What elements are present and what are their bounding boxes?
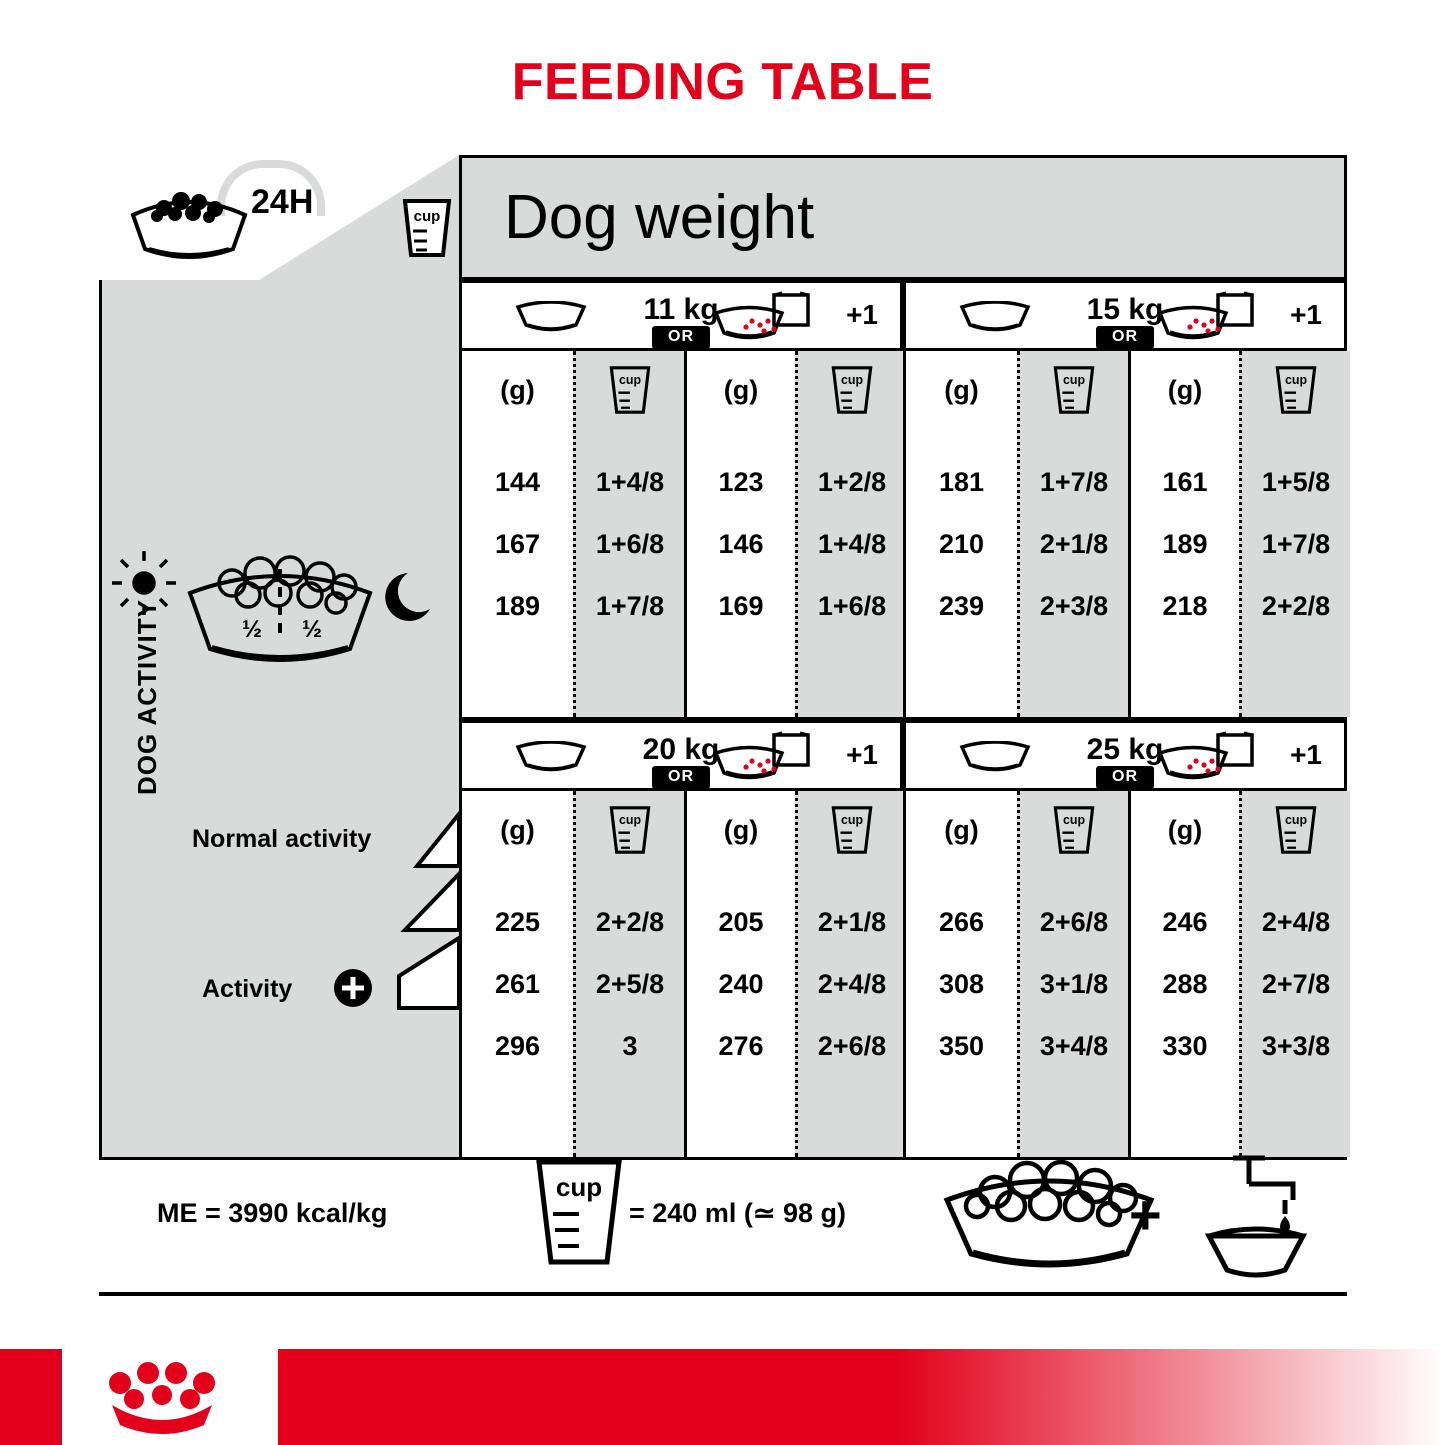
cell-value: 210 <box>938 528 985 559</box>
cell-value: 146 <box>718 528 764 559</box>
food-bowl-icon <box>119 175 259 265</box>
cell-value: 1+5/8 <box>1261 466 1331 497</box>
royal-canin-crown-logo <box>98 1357 238 1437</box>
column-cup <box>1239 791 1350 1157</box>
duration-block <box>99 155 459 280</box>
cell-value: 189 <box>494 590 541 621</box>
bowl-plus-pack-icon <box>712 731 822 785</box>
cell-value: 3+4/8 <box>1039 1030 1109 1061</box>
cell-value: 2+4/8 <box>817 968 887 999</box>
column-cup <box>573 791 684 1157</box>
column-header-cup-icon <box>1242 351 1350 429</box>
cell-value: 308 <box>938 968 985 999</box>
column-grams <box>1128 791 1239 1157</box>
column-grams <box>684 351 795 717</box>
dog-weight-header <box>459 155 1347 280</box>
cell-value: 2+1/8 <box>1039 528 1109 559</box>
cell-value: 2+6/8 <box>1039 906 1109 937</box>
cell-value: 2+6/8 <box>817 1030 887 1061</box>
weight-block-20kg <box>459 720 903 1160</box>
column-cup <box>1017 351 1128 717</box>
cell-value: 2+4/8 <box>1261 906 1331 937</box>
activity-plus-label: Activity <box>202 975 293 1003</box>
value-columns <box>462 351 900 717</box>
feeding-table <box>99 155 1347 1290</box>
value-columns <box>906 791 1344 1157</box>
cell-value: 1+2/8 <box>817 466 887 497</box>
small-bowl-icon <box>958 741 1032 775</box>
cup-equivalence-label: = 240 ml (≃ 98 g) <box>629 1198 846 1228</box>
cell-value: 169 <box>718 590 764 621</box>
weight-header <box>462 723 900 791</box>
cell-value: 1+7/8 <box>1261 528 1331 559</box>
hours-label: 24H <box>251 183 314 221</box>
cell-value: 1+6/8 <box>595 528 665 559</box>
cell-value: 1+4/8 <box>817 528 887 559</box>
column-header-cup-icon <box>1020 791 1128 869</box>
cell-value: 3 <box>622 1030 638 1061</box>
cell-value: 2+1/8 <box>817 906 887 937</box>
column-grams <box>684 791 795 1157</box>
cell-value: 189 <box>1162 528 1208 559</box>
column-header: (g) <box>944 374 979 405</box>
column-header-cup-icon <box>576 791 684 869</box>
column-header: (g) <box>723 814 759 845</box>
column-header: (g) <box>500 814 535 845</box>
column-header-cup-icon <box>576 351 684 429</box>
svg-text:cup: cup <box>555 1172 603 1202</box>
column-cup <box>795 351 906 717</box>
svg-text:½: ½ <box>241 616 263 643</box>
cell-value: 181 <box>938 466 985 497</box>
column-header-cup-icon <box>798 791 906 869</box>
cell-value: 350 <box>938 1030 985 1061</box>
cell-value: 2+7/8 <box>1261 968 1331 999</box>
cell-value: 240 <box>718 968 764 999</box>
column-header-cup-icon <box>1020 351 1128 429</box>
svg-text:½: ½ <box>301 616 323 643</box>
column-header: (g) <box>1167 374 1203 405</box>
column-grams <box>906 351 1017 717</box>
column-header: (g) <box>944 814 979 845</box>
cell-value: 144 <box>494 466 541 497</box>
small-bowl-icon <box>958 301 1032 335</box>
svg-text:cup: cup <box>1284 372 1308 387</box>
plus-circle-icon <box>330 965 376 1011</box>
column-header: (g) <box>500 374 535 405</box>
cup-measure-icon <box>529 1152 629 1272</box>
svg-text:cup: cup <box>840 812 864 827</box>
svg-text:cup: cup <box>618 812 642 827</box>
cell-value: 2+5/8 <box>595 968 665 999</box>
value-columns <box>906 351 1344 717</box>
cell-value: 1+6/8 <box>817 590 887 621</box>
value-columns <box>462 791 900 1157</box>
cell-value: 261 <box>494 968 541 999</box>
column-grams <box>462 791 573 1157</box>
weight-value: 20 kg <box>642 733 720 766</box>
weight-header <box>906 283 1344 351</box>
dog-weight-label: Dog weight <box>504 183 815 252</box>
column-grams <box>462 351 573 717</box>
or-badge: OR <box>652 766 710 789</box>
or-badge: OR <box>1096 766 1154 789</box>
weight-header <box>906 723 1344 791</box>
svg-text:cup: cup <box>840 372 864 387</box>
weight-block-11kg <box>459 280 903 720</box>
cell-value: 225 <box>494 906 541 937</box>
cell-value: 1+7/8 <box>595 590 665 621</box>
weight-value: 11 kg <box>643 293 719 326</box>
weight-blocks-grid <box>459 280 1347 1160</box>
water-tap-bowl-icon <box>1189 1150 1339 1280</box>
cell-value: 205 <box>718 906 764 937</box>
svg-text:cup: cup <box>1284 812 1308 827</box>
activity-level-steps-icon <box>397 808 467 1038</box>
weight-header <box>462 283 900 351</box>
dog-activity-panel <box>99 280 459 1160</box>
small-bowl-icon <box>514 301 588 335</box>
weight-value: 25 kg <box>1086 733 1164 766</box>
column-cup <box>795 791 906 1157</box>
or-badge: OR <box>652 326 710 349</box>
cell-value: 276 <box>718 1030 764 1061</box>
dog-activity-vertical-label: DOG ACTIVITY <box>132 599 162 795</box>
svg-text:cup: cup <box>618 372 642 387</box>
cup-icon <box>399 195 455 261</box>
cell-value: 2+3/8 <box>1039 590 1109 621</box>
bottom-divider <box>99 1292 1347 1296</box>
column-cup <box>1239 351 1350 717</box>
plus-one-label: +1 <box>846 739 878 770</box>
cell-value: 266 <box>938 906 985 937</box>
column-grams <box>1128 351 1239 717</box>
column-header: (g) <box>1167 814 1203 845</box>
bowl-plus-pack-icon <box>712 291 822 345</box>
cell-value: 2+2/8 <box>1261 590 1331 621</box>
svg-text:cup: cup <box>1062 372 1086 387</box>
cell-value: 330 <box>1162 1030 1208 1061</box>
normal-activity-label: Normal activity <box>192 825 372 853</box>
cell-value: 161 <box>1162 466 1208 497</box>
footer-info <box>99 1140 1347 1290</box>
cell-value: 246 <box>1162 906 1208 937</box>
cell-value: 167 <box>494 528 541 559</box>
cell-value: 239 <box>938 590 985 621</box>
or-badge: OR <box>1096 326 1154 349</box>
column-header: (g) <box>723 374 759 405</box>
cell-value: 288 <box>1162 968 1208 999</box>
weight-value: 15 kg <box>1086 293 1164 326</box>
page-title: FEEDING TABLE <box>511 53 934 111</box>
plus-one-label: +1 <box>1290 299 1322 330</box>
me-energy-label: ME = 3990 kcal/kg <box>157 1198 388 1228</box>
cell-value: 1+4/8 <box>595 466 665 497</box>
svg-text:cup: cup <box>413 208 441 225</box>
day-night-bowl-icon <box>112 535 452 675</box>
cell-value: 3+3/8 <box>1261 1030 1331 1061</box>
cell-value: 1+7/8 <box>1039 466 1109 497</box>
column-cup <box>1017 791 1128 1157</box>
cell-value: 2+2/8 <box>595 906 665 937</box>
cell-value: 123 <box>718 466 764 497</box>
cell-value: 3+1/8 <box>1039 968 1109 999</box>
column-cup <box>573 351 684 717</box>
svg-text:cup: cup <box>1062 812 1086 827</box>
column-header-cup-icon <box>798 351 906 429</box>
plus-symbol: + <box>1129 1183 1162 1246</box>
weight-block-25kg <box>903 720 1347 1160</box>
bowl-plus-pack-icon <box>1156 731 1266 785</box>
small-bowl-icon <box>514 741 588 775</box>
cell-value: 218 <box>1162 590 1208 621</box>
weight-block-15kg <box>903 280 1347 720</box>
bowl-plus-pack-icon <box>1156 291 1266 345</box>
column-grams <box>906 791 1017 1157</box>
plus-one-label: +1 <box>846 299 878 330</box>
column-header-cup-icon <box>1242 791 1350 869</box>
cell-value: 296 <box>494 1030 541 1061</box>
plus-one-label: +1 <box>1290 739 1322 770</box>
